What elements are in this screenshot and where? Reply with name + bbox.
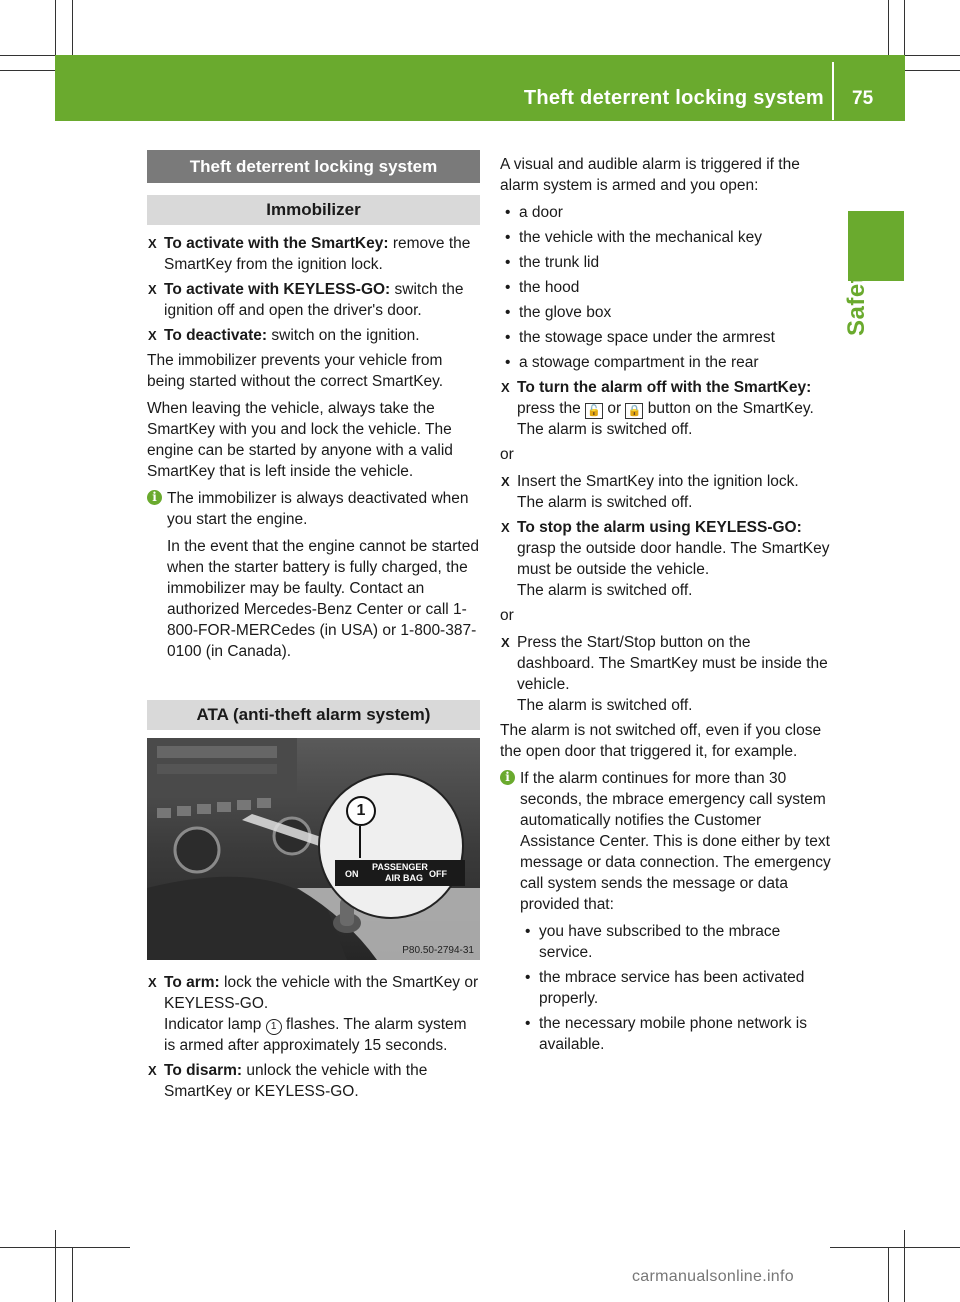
- step-label: To turn the alarm off with the SmartKey:: [517, 379, 812, 396]
- list-item: • the mbrace service has been activated properly.: [525, 969, 805, 1007]
- list-item: • a stowage compartment in the rear: [505, 354, 759, 371]
- dashboard-photo: [147, 738, 480, 960]
- step-result: The alarm is switched off.: [517, 421, 693, 438]
- step-deactivate: [147, 325, 480, 346]
- step-text: lock the vehicle with the SmartKey or KEYLESS-GO.: [164, 974, 479, 1012]
- step-insert-smartkey: X Insert the SmartKey into the ignition lock. The alarm is switched off.: [501, 473, 799, 511]
- list-item: • the necessary mobile phone network is available.: [525, 1015, 807, 1053]
- step-result: The alarm is switched off.: [517, 582, 693, 599]
- info-text: If the alarm continues for more than 30 seconds, the mbrace emergency call system automatically notifies the Customer Assistance Center. This is done either by text message or data connection. The emergency call system sends the message or data provided that:: [520, 770, 831, 913]
- lock-button-icon: 🔒: [625, 403, 643, 419]
- ata-heading: ATA (anti-theft alarm system): [147, 700, 480, 730]
- arrow-icon: X: [148, 282, 157, 297]
- step-label: To disarm:: [164, 1062, 243, 1079]
- list-item: • you have subscribed to the mbrace service.: [525, 923, 781, 961]
- unlock-button-icon: 🔓: [585, 403, 603, 419]
- step-label: To arm:: [164, 974, 220, 991]
- section-title: Theft deterrent locking system: [147, 150, 480, 183]
- callout-leader: [359, 826, 361, 858]
- figure-code: P80.50-2794-31: [402, 945, 474, 956]
- arrow-icon: X: [148, 1063, 157, 1078]
- crop-mark: [830, 1247, 960, 1248]
- step-text: Indicator lamp: [164, 1016, 266, 1033]
- crop-mark: [904, 1230, 905, 1302]
- header-divider: [832, 62, 834, 120]
- arrow-icon: X: [148, 236, 157, 251]
- list-item: • the glove box: [505, 304, 612, 321]
- airbag-panel-on: ON: [345, 869, 359, 879]
- crop-mark: [0, 1247, 130, 1248]
- watermark: carmanualsonline.info: [632, 1268, 794, 1285]
- crop-mark: [55, 1230, 56, 1302]
- right-column: [500, 154, 832, 1061]
- step-label: To stop the alarm using KEYLESS-GO:: [517, 519, 802, 536]
- immobilizer-paragraph: When leaving the vehicle, always take the SmartKey with you and lock the vehicle. The engine can be started by anyone with a valid SmartKey that is left inside the vehicle.: [147, 400, 453, 480]
- crop-mark: [905, 70, 960, 71]
- crop-mark: [72, 0, 73, 55]
- arrow-icon: X: [501, 474, 510, 489]
- crop-mark: [0, 70, 55, 71]
- step-label: To deactivate:: [164, 327, 268, 344]
- step-text: remove the SmartKey from the ignition lock.: [164, 235, 471, 273]
- list-item: • the hood: [505, 279, 580, 296]
- info-note: [147, 488, 480, 662]
- step-disarm: [147, 1060, 480, 1102]
- or-separator: or: [500, 607, 514, 624]
- arrow-icon: X: [148, 975, 157, 990]
- step-result: The alarm is switched off.: [517, 697, 693, 714]
- step-alarm-off-smartkey: X To turn the alarm off with the SmartKey: press the 🔓 or 🔒 button on the SmartKey. The alarm is switched off.: [501, 379, 814, 438]
- info-text: In the event that the engine cannot be started when the starter battery is fully charged, the immobilizer may be faulty. Contact an authorized Mercedes-Benz Center or call 1-800-FOR-MERCedes (in USA) or 1-800-387-0100 (in Canada).: [167, 538, 479, 660]
- left-column: [147, 150, 480, 1106]
- alarm-paragraph: The alarm is not switched off, even if you close the open door that triggered it, for example.: [500, 722, 822, 760]
- callout-1: 1: [346, 796, 376, 826]
- callout-1-icon: 1: [266, 1019, 282, 1035]
- airbag-panel-line2: AIR BAG: [385, 873, 423, 883]
- crop-mark: [888, 1247, 889, 1302]
- arrow-icon: X: [501, 520, 510, 535]
- arrow-icon: X: [501, 635, 510, 650]
- step-result: The alarm is switched off.: [517, 494, 693, 511]
- ata-figure: [147, 738, 480, 960]
- list-item: • the vehicle with the mechanical key: [505, 229, 762, 246]
- info-note: [500, 768, 832, 1055]
- step-stop-keylessgo: X To stop the alarm using KEYLESS-GO: grasp the outside door handle. The SmartKey must be outside the vehicle. The alarm is switched off.: [501, 519, 830, 599]
- list-item: • the trunk lid: [505, 254, 600, 271]
- immobilizer-heading: Immobilizer: [147, 195, 480, 225]
- immobilizer-paragraph: The immobilizer prevents your vehicle from being started without the correct SmartKey.: [147, 352, 444, 390]
- list-item: • a door: [505, 204, 563, 221]
- airbag-panel-off: OFF: [429, 869, 447, 879]
- step-text: switch on the ignition.: [267, 327, 420, 344]
- step-start-stop: X Press the Start/Stop button on the dashboard. The SmartKey must be inside the vehicle. The alarm is switched off.: [501, 634, 828, 714]
- info-text: The immobilizer is always deactivated when you start the engine.: [167, 490, 469, 528]
- step-label: To activate with the SmartKey:: [164, 235, 389, 252]
- step-text: flashes. The alarm system is armed after approximately 15 seconds.: [164, 1016, 467, 1054]
- page-number: 75: [852, 88, 874, 109]
- step-text: switch the ignition off and open the driver's door.: [164, 281, 464, 319]
- step-label: To activate with KEYLESS-GO:: [164, 281, 391, 298]
- list-item: • the stowage space under the armrest: [505, 329, 775, 346]
- step-arm: [147, 972, 480, 1056]
- info-icon: i: [500, 770, 515, 785]
- step-activate-smartkey: [147, 233, 480, 275]
- step-activate-keylessgo: [147, 279, 480, 321]
- crop-mark: [888, 0, 889, 55]
- step-text: unlock the vehicle with the SmartKey or KEYLESS-GO.: [164, 1062, 428, 1100]
- airbag-panel-line1: PASSENGER: [372, 862, 428, 872]
- or-separator: or: [500, 446, 514, 463]
- arrow-icon: X: [501, 380, 510, 395]
- arrow-icon: X: [148, 328, 157, 343]
- info-icon: i: [147, 490, 162, 505]
- crop-mark: [72, 1247, 73, 1302]
- alarm-intro: A visual and audible alarm is triggered if the alarm system is armed and you open:: [500, 156, 800, 194]
- chapter-label: Safety: [843, 260, 870, 336]
- page-header-title: Theft deterrent locking system: [523, 87, 824, 109]
